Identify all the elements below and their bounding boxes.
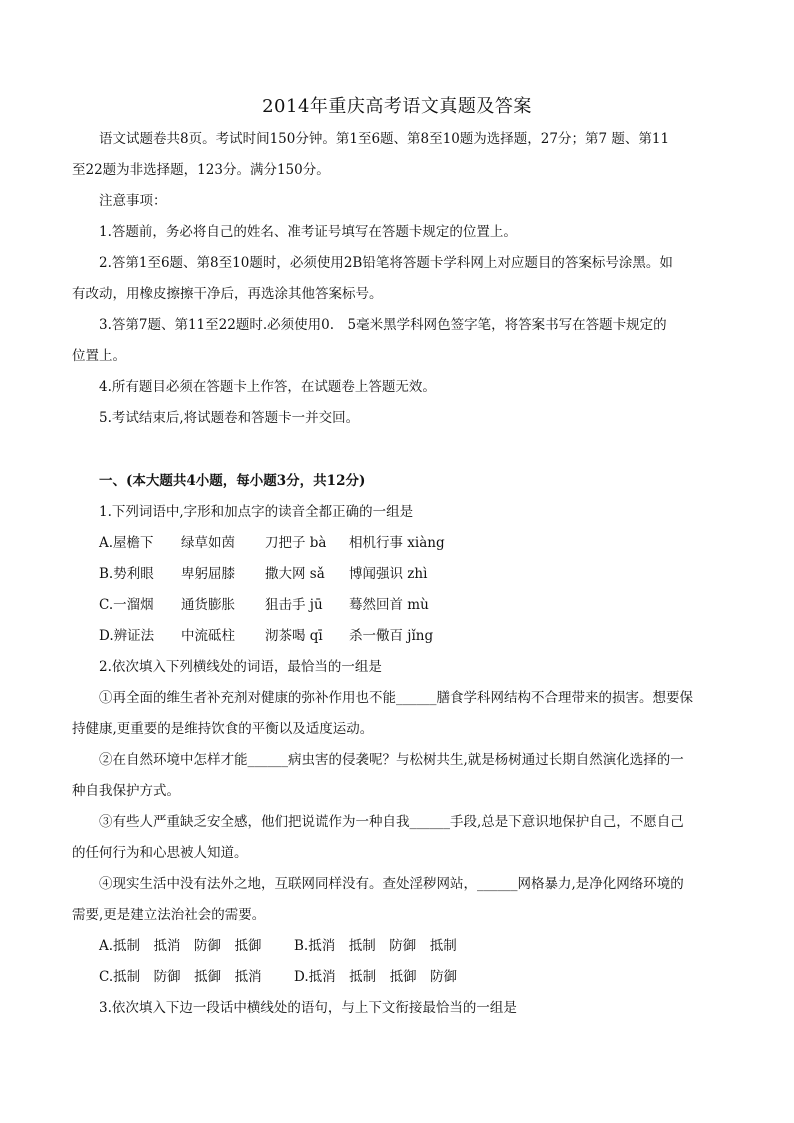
question-3-stem: 3.依次填入下边一段话中横线处的语句，与上下文衔接最恰当的一组是 bbox=[99, 1000, 517, 1016]
answer-choice-d: D.抵消 抵制 抵御 防御 bbox=[294, 969, 458, 985]
question-2-sentence-4-line-2: 需要,更是建立法治社会的需要。 bbox=[72, 907, 266, 923]
answer-choice-c: C.抵制 防御 抵御 抵消 bbox=[99, 969, 262, 985]
question-2-sentence-3-line-1: ③有些人严重缺乏安全感，他们把说谎作为一种自我______手段,总是下意识地保护自己，不愿自己 bbox=[99, 814, 684, 830]
option-word: 刀把子 bà bbox=[265, 535, 327, 551]
option-word: 博闻强识 zhì bbox=[349, 566, 428, 582]
intro-line-1: 语文试题卷共8页。考试时间150分钟。第1至6题、第8至10题为选择题，27分；第7 题、第11 bbox=[99, 131, 670, 147]
answer-choice-b: B.抵消 抵制 防御 抵制 bbox=[294, 938, 457, 954]
document-title: 2014年重庆高考语文真题及答案 bbox=[262, 96, 532, 117]
section-1-heading: 一、(本大题共4小题，每小题3分，共12分) bbox=[99, 473, 366, 489]
question-1-option-d bbox=[72, 621, 722, 652]
option-word: B.势利眼 bbox=[99, 566, 154, 582]
question-1-stem: 1.下列词语中,字形和加点字的读音全都正确的一组是 bbox=[99, 504, 414, 520]
option-word: C.一溜烟 bbox=[99, 597, 154, 613]
intro-line-2: 至22题为非选择题，123分。满分150分。 bbox=[72, 162, 330, 178]
note-3-line-2: 位置上。 bbox=[72, 348, 126, 364]
option-word: 相机行事 xiàng bbox=[349, 535, 445, 551]
option-word: D.辨证法 bbox=[99, 628, 155, 644]
note-5: 5.考试结束后,将试题卷和答题卡一并交回。 bbox=[99, 410, 360, 426]
note-1: 1.答题前，务必将自己的姓名、准考证号填写在答题卡规定的位置上。 bbox=[99, 224, 517, 240]
option-word: 杀一儆百 jǐng bbox=[349, 628, 434, 644]
option-word: 狙击手 jū bbox=[265, 597, 323, 613]
note-2-line-2: 有改动，用橡皮擦擦干净后，再选涂其他答案标号。 bbox=[72, 286, 383, 302]
question-2-answers-ab bbox=[72, 931, 722, 962]
option-word: 卑躬屈膝 bbox=[181, 566, 235, 582]
question-2-sentence-2-line-1: ②在自然环境中怎样才能______病虫害的侵袭呢？与松树共生,就是杨树通过长期自然演化选择的一 bbox=[99, 752, 684, 768]
question-1-option-b bbox=[72, 559, 722, 590]
note-2-line-1: 2.答第1至6题、第8至10题时，必须使用2B铅笔将答题卡学科网上对应题目的答案标号涂黑。如 bbox=[99, 255, 673, 271]
document-page bbox=[72, 94, 722, 1024]
question-2-sentence-1-line-1: ①再全面的维生者补充剂对健康的弥补作用也不能______膳食学科网结构不合理带来的损害。想要保 bbox=[99, 690, 693, 706]
answer-choice-a: A.抵制 抵消 防御 抵御 bbox=[99, 938, 262, 954]
question-2-sentence-4-line-1: ④现实生活中没有法外之地，互联网同样没有。查处淫秽网站，______网格暴力,是净化网络环境的 bbox=[99, 876, 684, 892]
option-word: 中流砥柱 bbox=[181, 628, 235, 644]
option-word: A.屋檐下 bbox=[99, 535, 154, 551]
note-3-line-1: 3.答第7题、第11至22题时.必须使用0. 5毫米黑学科网色签字笔，将答案书写在答题卡规定的 bbox=[99, 317, 667, 333]
option-word: 蓦然回首 mù bbox=[349, 597, 429, 613]
question-2-sentence-2-line-2: 种自我保护方式。 bbox=[72, 783, 180, 799]
notes-heading: 注意事项： bbox=[99, 193, 167, 209]
option-word: 撒大网 sǎ bbox=[265, 566, 325, 582]
question-1-option-a bbox=[72, 528, 722, 559]
question-2-sentence-1-line-2: 持健康,更重要的是维持饮食的平衡以及适度运动。 bbox=[72, 721, 374, 737]
note-4: 4.所有题目必须在答题卡上作答，在试题卷上答题无效。 bbox=[99, 379, 436, 395]
question-1-option-c bbox=[72, 590, 722, 621]
option-word: 沏茶喝 qī bbox=[265, 628, 323, 644]
question-2-sentence-3-line-2: 的任何行为和心思被人知道。 bbox=[72, 845, 248, 861]
option-word: 绿草如茵 bbox=[181, 535, 235, 551]
question-2-stem: 2.依次填入下列横线处的词语，最恰当的一组是 bbox=[99, 659, 382, 675]
question-2-answers-cd bbox=[72, 962, 722, 993]
option-word: 通货膨胀 bbox=[181, 597, 235, 613]
